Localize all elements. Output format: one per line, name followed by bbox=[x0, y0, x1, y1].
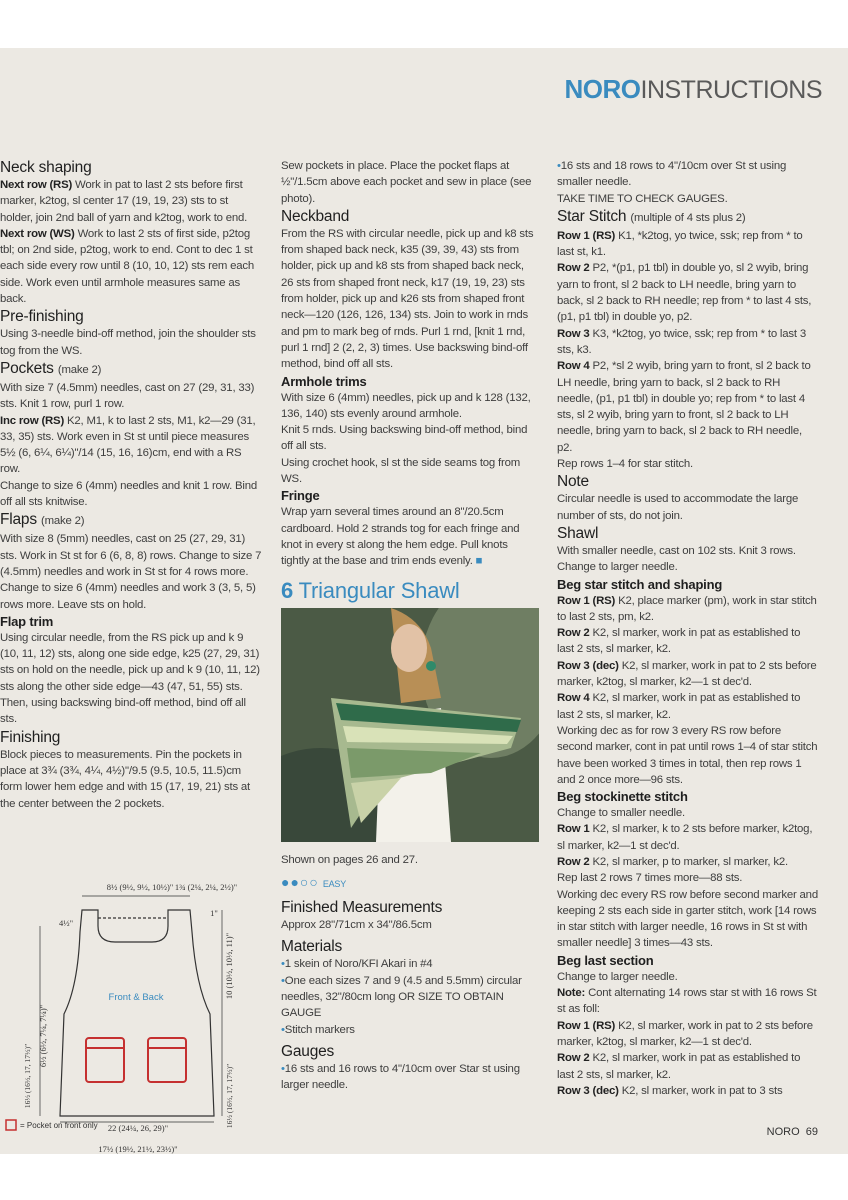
garment-outline bbox=[60, 910, 214, 1116]
gauges-heading: Gauges bbox=[281, 1042, 335, 1060]
stock-change: Change to smaller needle. bbox=[557, 807, 685, 820]
material-item-3: •Stitch markers bbox=[281, 1023, 355, 1036]
pockets-para-3: Change to size 6 (4mm) needles and knit 1 row. Bind off all sts knitwise. bbox=[0, 479, 257, 509]
magazine-page bbox=[0, 48, 848, 1154]
fringe-heading: Fringe bbox=[281, 488, 320, 504]
side-left-label: 16½ (16½, 17, 17½)" bbox=[23, 1043, 32, 1109]
bottom-width-label: 17½ (19½, 21½, 23½)" bbox=[98, 1144, 178, 1154]
skill-level-label: EASY bbox=[322, 878, 347, 889]
flaps-para: With size 8 (5mm) needles, cast on 25 (27, 29, 31) sts. Work in St st for 6 (6, 8, 8) rows. Change to size 7 (4.5mm) needles and work in St st for 4 rows more. Change to size 6 (4mm) needles and work 3 (3, 5, 5) rows more. Leave sts on hold. bbox=[0, 533, 262, 611]
column-middle bbox=[281, 158, 538, 1094]
sew-pockets-para: Sew pockets in place. Place the pocket flaps at ½"/1.5cm above each pocket and sew in place (see photo). bbox=[281, 160, 532, 205]
shawl-heading: Shawl bbox=[557, 524, 599, 542]
legend-pocket-swatch bbox=[6, 1120, 16, 1130]
finishing-para: Block pieces to measurements. Pin the pockets in place at 3¾ (3¾, 4¼, 4½)"/9.5 (9.5, 10.5, 11.5)cm form lower hem edge and with 15 (17, 19, 21) sts at the center between the 2 pockets. bbox=[0, 748, 251, 810]
star-row-1: Row 1 (RS) K1, *k2tog, yo twice, ssk; rep from * to last st, k1. bbox=[557, 229, 803, 259]
armhole-heading: Armhole trims bbox=[281, 373, 367, 389]
pockets-heading: Pockets (make 2) bbox=[0, 359, 102, 377]
legend-label: = Pocket on front only bbox=[20, 1121, 98, 1130]
beg-row-1: Row 1 (RS) K2, place marker (pm), work in star stitch to last 2 sts, pm, k2. bbox=[557, 594, 817, 623]
note-para: Circular needle is used to accommodate the large number of sts, do not join. bbox=[557, 493, 799, 522]
last-note: Note: Cont alternating 14 rows star st with 16 rows St st as foll: bbox=[557, 987, 817, 1016]
column-right bbox=[557, 158, 819, 1099]
beg-row-2: Row 2 K2, sl marker, work in pat as established to last 2 sts, sl marker, k2. bbox=[557, 627, 801, 656]
neck-para-2: Next row (WS) Work to last 2 sts of first side, p2tog tbl; on 2nd side, p2tog, work to end. Cont to dec 1 st each side every row until 8 (10, 10, 12) sts rem each side. Work even until armhole measures same as back. bbox=[0, 227, 255, 306]
beg-working: Working dec as for row 3 every RS row before second marker, cont in pat until rows 1–4 of star stitch have been worked 3 times in total, then rep rows 1 and 2 once more—96 sts. bbox=[557, 724, 818, 786]
armhole-para-3: Using crochet hook, sl st the side seams tog from WS. bbox=[281, 456, 521, 486]
armhole-para-2: Knit 5 rnds. Using backswing bind-off method, bind off all sts. bbox=[281, 424, 528, 453]
armhole-para-1: With size 6 (4mm) needles, pick up and k 128 (132, 136, 140) sts evenly around armhole. bbox=[281, 391, 531, 420]
beg-stockinette-heading: Beg stockinette stitch bbox=[557, 789, 688, 805]
front-back-label: Front & Back bbox=[108, 992, 164, 1003]
pockets-para-2: Inc row (RS) K2, M1, k to last 2 sts, M1, k2—29 (31, 33, 35) sts. Work even in St st until piece measures 5½ (6, 6¼, 6¼)"/14 (15, 16, 16)cm, end with a RS row. bbox=[0, 414, 256, 476]
column-left bbox=[0, 158, 262, 812]
neckband-heading: Neckband bbox=[281, 207, 350, 225]
take-time-note: TAKE TIME TO CHECK GAUGES. bbox=[557, 192, 728, 205]
stock-repeat: Rep last 2 rows 7 times more—88 sts. bbox=[557, 872, 743, 885]
flap-trim-heading: Flap trim bbox=[0, 613, 54, 629]
end-mark: ■ bbox=[475, 555, 483, 568]
material-item-1: •1 skein of Noro/KFI Akari in #4 bbox=[281, 958, 433, 971]
neckband-para: From the RS with circular needle, pick up and k8 sts from shaped back neck, k35 (39, 39, 43) sts from holder, pick up and k8 sts from shaped back neck, 26 sts from shaped front neck, k17 (19, 19, 23) sts from holder, pick up and k26 sts from shaped front neck—120 (126, 126, 134) sts. Join to work in rnds and pm to mark beg of rnds. Purl 1 rnd, [knit 1 rnd, purl 1 rnd] 2 (2, 2, 3) times. Use backswing bind-off method, bind off all sts. bbox=[281, 227, 534, 371]
shown-on-pages: Shown on pages 26 and 27. bbox=[281, 853, 418, 866]
star-row-2: Row 2 P2, *(p1, p1 tbl) in double yo, sl 2 wyib, bring yarn to front, sl 2 back to LH needle, bring yarn to back, sl 2 back to RH needle; rep from * to last 4 sts, (p1, p1 tbl) in double yo, p2. bbox=[557, 262, 812, 324]
flaps-heading: Flaps (make 2) bbox=[0, 511, 85, 529]
stock-row-2: Row 2 K2, sl marker, p to marker, sl marker, k2. bbox=[557, 855, 788, 868]
brand-logo: NORO bbox=[564, 74, 641, 104]
skill-level-dots: ●●○○ bbox=[281, 873, 319, 890]
gauge-item-1: •16 sts and 16 rows to 4"/10cm over Star st using larger needle. bbox=[281, 1062, 520, 1092]
top-width-label: 8½ (9½, 9½, 10½)" bbox=[106, 882, 174, 892]
garment-schematic bbox=[0, 866, 262, 1154]
last-row-2: Row 2 K2, sl marker, work in pat as established to last 2 sts, sl marker, k2. bbox=[557, 1052, 801, 1081]
skill-level bbox=[281, 874, 538, 892]
finished-measurements-heading: Finished Measurements bbox=[281, 899, 443, 917]
footer-brand: NORO bbox=[766, 1126, 800, 1138]
finishing-heading: Finishing bbox=[0, 728, 61, 746]
neck-depth-label: 4½" bbox=[58, 918, 74, 928]
note-heading: Note bbox=[557, 473, 589, 491]
stock-row-1: Row 1 K2, sl marker, k to 2 sts before marker, k2tog, sl marker, k2—1 st dec'd. bbox=[557, 823, 813, 852]
last-change: Change to larger needle. bbox=[557, 970, 678, 983]
last-row-1: Row 1 (RS) K2, sl marker, work in pat to 2 sts before marker, k2tog, sl marker, k2—1 st dec'd. bbox=[557, 1019, 813, 1048]
right-pocket bbox=[148, 1038, 186, 1082]
section-title: INSTRUCTIONS bbox=[640, 76, 822, 104]
shawl-photo bbox=[281, 608, 539, 842]
fringe-para: Wrap yarn several times around an 8"/20.5cm cardboard. Hold 2 strands tog for each fringe and knot in every st along the hem edge. Pull knots tightly at the base and trim ends evenly. ■ bbox=[281, 506, 520, 568]
star-stitch-heading: Star Stitch (multiple of 4 sts plus 2) bbox=[557, 207, 746, 225]
side-right-label: 16½ (16½, 17, 17½)" bbox=[225, 1063, 234, 1129]
shoulder-width-label: 1¾ (2¼, 2¼, 2½)" bbox=[174, 882, 238, 892]
shawl-para: With smaller needle, cast on 102 sts. Knit 3 rows. Change to larger needle. bbox=[557, 544, 796, 574]
prefinishing-para: Using 3-needle bind-off method, join the shoulder sts tog from the WS. bbox=[0, 328, 256, 357]
finished-measurements-para: Approx 28"/71cm x 34"/86.5cm bbox=[281, 919, 432, 932]
hem-width-label: 22 (24¼, 26, 29)" bbox=[107, 1123, 169, 1133]
flap-trim-para: Using circular needle, from the RS pick up and k 9 (10, 11, 12) sts, along one side edge, k25 (27, 29, 31) sts on hold on the needle, pick up and k 9 (10, 11, 12) sts along the other side edge—43 (47, 51, 55) sts. Then, using backswing bind-off method, bind off all sts. bbox=[0, 631, 260, 726]
page-header bbox=[565, 74, 823, 108]
star-row-3: Row 3 K3, *k2tog, yo twice, ssk; rep from * to last 3 sts, k3. bbox=[557, 327, 806, 356]
stock-working: Working dec every RS row before second marker and keeping 2 sts each side in garter stitch, work [14 rows in star stitch with larger needle, 16 rows in St st with smaller needle] 3 times—43 sts. bbox=[557, 888, 818, 950]
beg-row-4: Row 4 K2, sl marker, work in pat as established to last 2 sts, sl marker, k2. bbox=[557, 692, 801, 721]
beg-row-3: Row 3 (dec) K2, sl marker, work in pat to 2 sts before marker, k2tog, sl marker, k2—1 st dec'd. bbox=[557, 659, 817, 689]
star-repeat: Rep rows 1–4 for star stitch. bbox=[557, 458, 694, 471]
neck-shaping-heading: Neck shaping bbox=[0, 159, 92, 176]
shawl-title: 6 Triangular Shawl bbox=[281, 577, 460, 603]
beg-star-heading: Beg star stitch and shaping bbox=[557, 576, 723, 592]
gauge-item-2: •16 sts and 18 rows to 4"/10cm over St st using smaller needle. bbox=[557, 160, 787, 189]
star-row-4: Row 4 P2, *sl 2 wyib, bring yarn to front, sl 2 back to LH needle, bring yarn to back, sl 2 back to RH needle, (p1, p1 tbl) in double yo; rep from * to last 4 sts, sl 2 wyib, bring yarn to front, sl 2 back to LH needle, bring yarn to back, sl 2 back to RH needle, p2. bbox=[557, 360, 811, 454]
shoulder-drop-label: 1" bbox=[210, 908, 218, 918]
last-row-3: Row 3 (dec) K2, sl marker, work in pat to 3 sts bbox=[557, 1084, 783, 1097]
left-pocket bbox=[86, 1038, 124, 1082]
page-footer bbox=[767, 1126, 818, 1138]
page-number: 69 bbox=[805, 1126, 818, 1138]
armhole-left-label: 6½ (6½, 7¼, 7¼)" bbox=[38, 1004, 48, 1068]
pockets-para-1: With size 7 (4.5mm) needles, cast on 27 (29, 31, 33) sts. Knit 1 row, purl 1 row. bbox=[0, 381, 255, 411]
material-item-2: •One each sizes 7 and 9 (4.5 and 5.5mm) circular needles, 32"/80cm long OR SIZE TO OBTAIN GAUGE bbox=[281, 974, 522, 1020]
neck-para-1: Next row (RS) Work in pat to last 2 sts before first marker, k2tog, sl center 17 (19, 19, 23) sts to st holder, join 2nd ball of yarn and k2tog, work to end. bbox=[0, 179, 248, 224]
prefinishing-heading: Pre-finishing bbox=[0, 308, 84, 326]
beg-last-heading: Beg last section bbox=[557, 952, 654, 968]
materials-heading: Materials bbox=[281, 938, 343, 956]
armhole-right-label: 10 (10½, 10½, 11)" bbox=[224, 932, 234, 1000]
